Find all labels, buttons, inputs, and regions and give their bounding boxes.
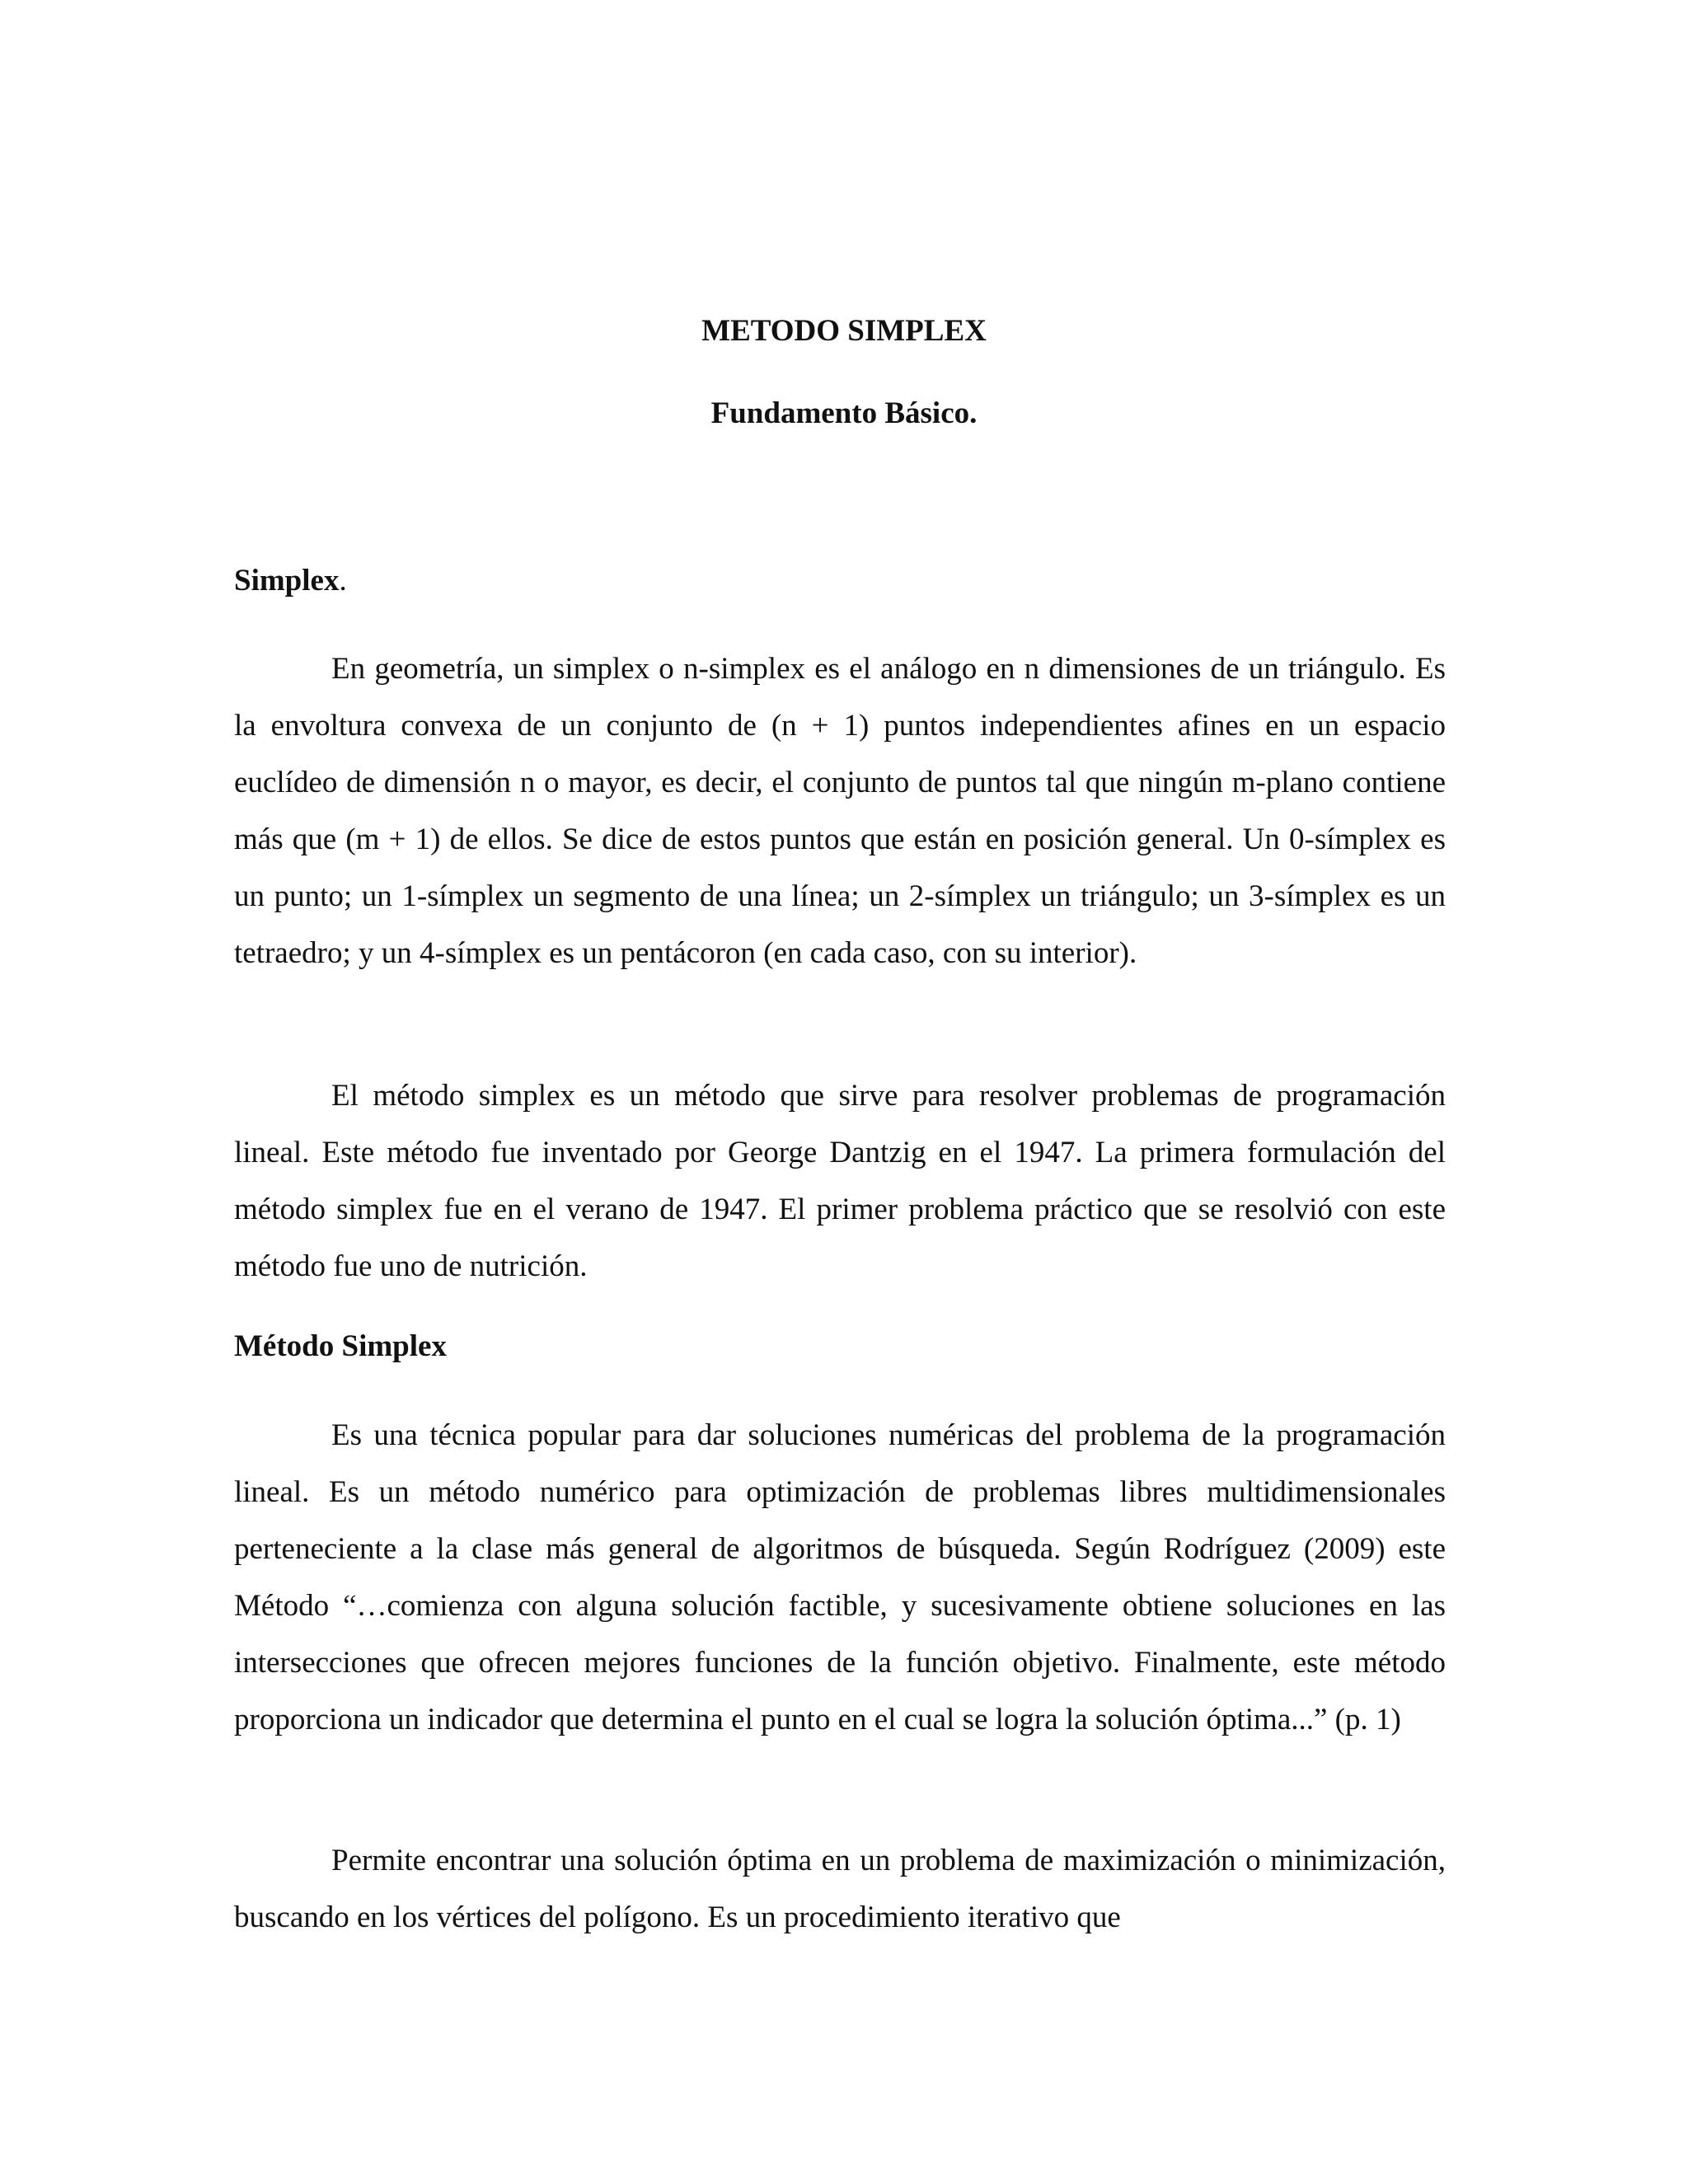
paragraph-simplex-history: El método simplex es un método que sirve para resolver problemas de programación lineal. Este método fue inventado por George Dantzig en el 1947. La primera formulación del método simplex fue en el verano de 1947. El primer problema práctico que se resolvió con este método fue uno de nutrición.	[234, 1079, 1446, 1283]
paragraph-metodo-optimal: Permite encontrar una solución óptima en un problema de maximización o minimización, buscando en los vértices del polígono. Es un procedimiento iterativo que	[234, 1844, 1446, 1934]
paragraph-simplex-definition: En geometría, un simplex o n-simplex es el análogo en n dimensiones de un triángulo. Es la envoltura convexa de un conjunto de (n + 1) puntos independientes afines en un espacio euclídeo de dimensión n o mayor, es decir, el conjunto de puntos tal que ningún m-plano contiene más que (m + 1) de ellos. Se dice de estos puntos que están en posición general. Un 0-símplex es un punto; un 1-símplex un segmento de una línea; un 2-símplex un triángulo; un 3-símplex es un tetraedro; y un 4-símplex es un pentácoron (en cada caso, con su interior).	[234, 652, 1446, 970]
document-title: METODO SIMPLEX	[701, 314, 987, 348]
document-subtitle: Fundamento Básico.	[710, 396, 978, 430]
section-heading-simplex-text: Simplex	[234, 564, 340, 598]
section-heading-simplex-punct: .	[339, 564, 347, 598]
paragraph-metodo-description: Es una técnica popular para dar soluciones numéricas del problema de la programación lineal. Es un método numérico para optimización de problemas libres multidimensionales perteneciente a la clase más general de algoritmos de búsqueda. Según Rodríguez (2009) este Método “…comienza con alguna solución factible, y sucesivamente obtiene soluciones en las intersecciones que ofrecen mejores funciones de la función objetivo. Finalmente, este método proporciona un indicador que determina el punto en el cual se logra la solución óptima...” (p. 1)	[234, 1418, 1446, 1736]
section-heading-metodo-simplex: Método Simplex	[234, 1329, 447, 1363]
